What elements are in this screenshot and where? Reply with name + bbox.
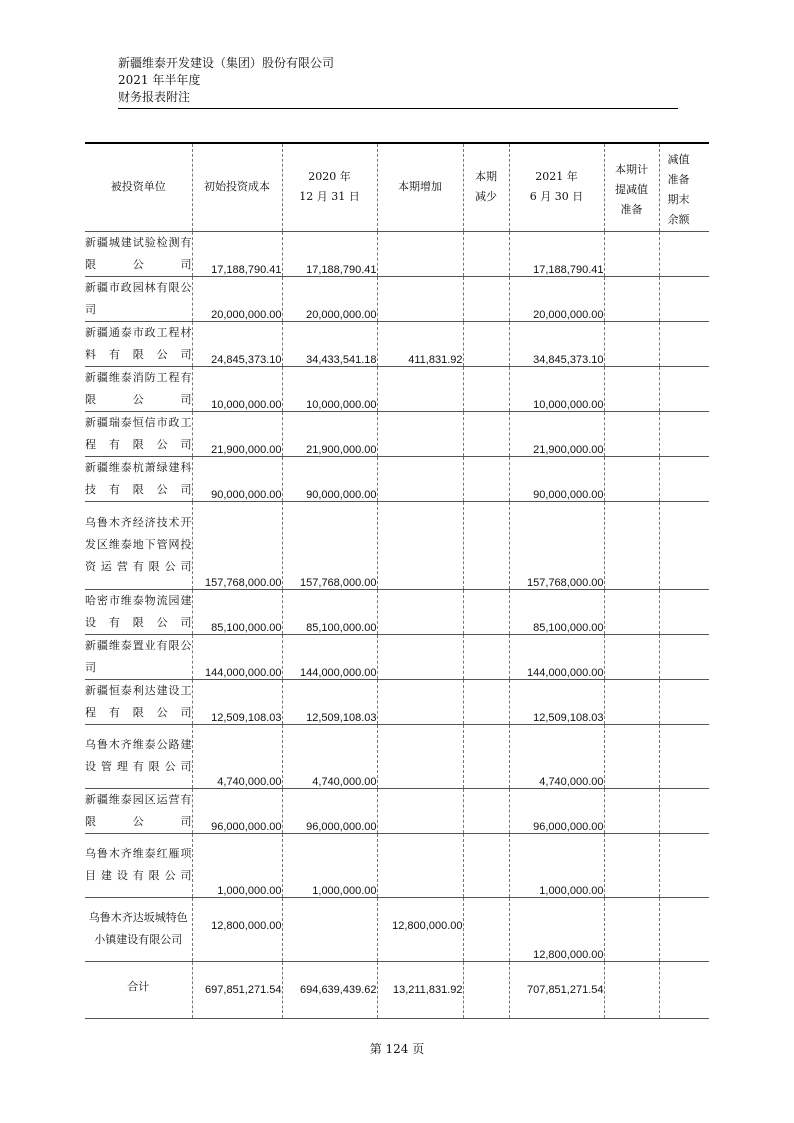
cell-decrease [463,897,509,961]
cell-closing: 90,000,000.00 [509,456,604,501]
cell-opening [282,897,377,961]
cell-opening: 157,768,000.00 [282,501,377,589]
cell-closing: 12,800,000.00 [509,897,604,961]
cell-increase [377,589,463,634]
cell-opening: 20,000,000.00 [282,276,377,321]
page-number: 第 124 页 [369,1042,425,1056]
cell-impairment-ending [659,833,709,897]
cell-initial-cost: 90,000,000.00 [192,456,282,501]
cell-impairment-provision [604,833,659,897]
cell-total-initial-cost: 697,851,271.54 [192,961,282,1018]
table-row [85,321,709,366]
document-header [118,55,334,106]
cell-increase [377,833,463,897]
cell-increase [377,724,463,788]
cell-initial-cost: 85,100,000.00 [192,589,282,634]
cell-closing: 21,900,000.00 [509,411,604,456]
cell-opening: 85,100,000.00 [282,589,377,634]
cell-opening: 21,900,000.00 [282,411,377,456]
cell-impairment-provision [604,231,659,276]
cell-unit: 新疆瑞泰恒信市政工程有限公司 [85,411,192,456]
cell-unit: 新疆通泰市政工程材料有限公司 [85,321,192,366]
cell-initial-cost: 4,740,000.00 [192,724,282,788]
cell-closing: 17,188,790.41 [509,231,604,276]
cell-unit: 新疆维泰置业有限公司 [85,634,192,679]
cell-initial-cost: 17,188,790.41 [192,231,282,276]
cell-closing: 34,845,373.10 [509,321,604,366]
cell-initial-cost: 12,800,000.00 [192,897,282,961]
cell-impairment-ending [659,456,709,501]
cell-impairment-ending [659,634,709,679]
cell-initial-cost: 1,000,000.00 [192,833,282,897]
cell-decrease [463,321,509,366]
cell-closing: 85,100,000.00 [509,589,604,634]
cell-total-opening: 694,639,439.62 [282,961,377,1018]
cell-opening: 17,188,790.41 [282,231,377,276]
document-title: 财务报表附注 [118,90,191,104]
cell-increase [377,231,463,276]
cell-impairment-ending [659,679,709,724]
cell-decrease [463,231,509,276]
cell-closing: 144,000,000.00 [509,634,604,679]
table-row [85,456,709,501]
cell-impairment-ending [659,589,709,634]
cell-unit: 新疆维泰园区运营有限公司 [85,788,192,833]
cell-total-closing: 707,851,271.54 [509,961,604,1018]
cell-unit: 新疆维泰杭萧绿建科技有限公司 [85,456,192,501]
table-row [85,276,709,321]
col-header-decrease: 本期 减少 [463,143,509,231]
header-divider [118,108,678,109]
table-row [85,366,709,411]
cell-decrease [463,589,509,634]
cell-unit: 乌鲁木齐达坂城特色小镇建设有限公司 [85,897,192,961]
cell-closing: 157,768,000.00 [509,501,604,589]
cell-impairment-provision [604,788,659,833]
cell-total-decrease [463,961,509,1018]
company-name: 新疆维泰开发建设（集团）股份有限公司 [118,56,335,70]
cell-decrease [463,724,509,788]
cell-total-increase: 13,211,831.92 [377,961,463,1018]
col-header-increase: 本期增加 [377,143,463,231]
table-row [85,724,709,788]
cell-decrease [463,788,509,833]
cell-impairment-provision [604,897,659,961]
cell-decrease [463,411,509,456]
cell-decrease [463,634,509,679]
cell-increase [377,276,463,321]
cell-increase [377,456,463,501]
cell-unit: 新疆维泰消防工程有限公司 [85,366,192,411]
cell-impairment-provision [604,366,659,411]
cell-unit: 乌鲁木齐维泰红雁项目建设有限公司 [85,833,192,897]
cell-initial-cost: 12,509,108.03 [192,679,282,724]
cell-impairment-provision [604,456,659,501]
cell-total-impairment-ending [659,961,709,1018]
cell-opening: 1,000,000.00 [282,833,377,897]
cell-impairment-provision [604,411,659,456]
col-header-impairment-provision: 本期计 提减值 准备 [604,143,659,231]
report-period: 2021 年半年度 [118,73,201,87]
cell-unit: 乌鲁木齐经济技术开发区维泰地下管网投资运营有限公司 [85,501,192,589]
cell-impairment-ending [659,276,709,321]
table-row [85,231,709,276]
cell-decrease [463,679,509,724]
cell-impairment-ending [659,231,709,276]
table-row [85,634,709,679]
cell-initial-cost: 20,000,000.00 [192,276,282,321]
cell-closing: 1,000,000.00 [509,833,604,897]
total-row [85,961,709,1018]
cell-opening: 96,000,000.00 [282,788,377,833]
cell-unit: 新疆城建试验检测有限公司 [85,231,192,276]
cell-initial-cost: 144,000,000.00 [192,634,282,679]
cell-opening: 4,740,000.00 [282,724,377,788]
cell-decrease [463,276,509,321]
cell-initial-cost: 21,900,000.00 [192,411,282,456]
cell-opening: 10,000,000.00 [282,366,377,411]
cell-closing: 20,000,000.00 [509,276,604,321]
cell-impairment-provision [604,589,659,634]
cell-impairment-ending [659,897,709,961]
cell-increase [377,501,463,589]
cell-initial-cost: 157,768,000.00 [192,501,282,589]
cell-increase [377,679,463,724]
cell-closing: 10,000,000.00 [509,366,604,411]
cell-increase [377,634,463,679]
cell-closing: 12,509,108.03 [509,679,604,724]
col-header-closing: 2021 年 6 月 30 日 [509,143,604,231]
cell-opening: 90,000,000.00 [282,456,377,501]
cell-impairment-provision [604,679,659,724]
table-row [85,589,709,634]
cell-impairment-provision [604,276,659,321]
cell-initial-cost: 96,000,000.00 [192,788,282,833]
cell-impairment-ending [659,366,709,411]
cell-opening: 144,000,000.00 [282,634,377,679]
investment-table [85,142,709,1019]
cell-impairment-ending [659,411,709,456]
table-row [85,501,709,589]
cell-unit: 新疆恒泰利达建设工程有限公司 [85,679,192,724]
cell-decrease [463,456,509,501]
cell-initial-cost: 10,000,000.00 [192,366,282,411]
cell-total-impairment-provision [604,961,659,1018]
cell-decrease [463,833,509,897]
table-row [85,679,709,724]
cell-increase: 12,800,000.00 [377,897,463,961]
cell-total-label: 合计 [85,961,192,1018]
cell-closing: 96,000,000.00 [509,788,604,833]
cell-unit: 新疆市政园林有限公司 [85,276,192,321]
table-row [85,411,709,456]
cell-impairment-provision [604,321,659,366]
table-header-row [85,143,709,231]
cell-initial-cost: 24,845,373.10 [192,321,282,366]
col-header-opening: 2020 年 12 月 31 日 [282,143,377,231]
col-header-initial-cost: 初始投资成本 [192,143,282,231]
cell-unit: 哈密市维泰物流园建设有限公司 [85,589,192,634]
cell-closing: 4,740,000.00 [509,724,604,788]
cell-increase [377,411,463,456]
cell-impairment-ending [659,788,709,833]
cell-opening: 34,433,541.18 [282,321,377,366]
cell-unit: 乌鲁木齐维泰公路建设管理有限公司 [85,724,192,788]
cell-impairment-ending [659,724,709,788]
cell-increase [377,366,463,411]
cell-impairment-provision [604,501,659,589]
cell-impairment-ending [659,321,709,366]
col-header-unit: 被投资单位 [85,143,192,231]
cell-impairment-provision [604,634,659,679]
cell-decrease [463,366,509,411]
cell-impairment-provision [604,724,659,788]
table-row [85,897,709,961]
col-header-impairment-ending: 减值 准备 期末 余额 [659,143,709,231]
table-row [85,788,709,833]
cell-opening: 12,509,108.03 [282,679,377,724]
cell-decrease [463,501,509,589]
cell-increase [377,788,463,833]
cell-impairment-ending [659,501,709,589]
table-row [85,833,709,897]
cell-increase: 411,831.92 [377,321,463,366]
